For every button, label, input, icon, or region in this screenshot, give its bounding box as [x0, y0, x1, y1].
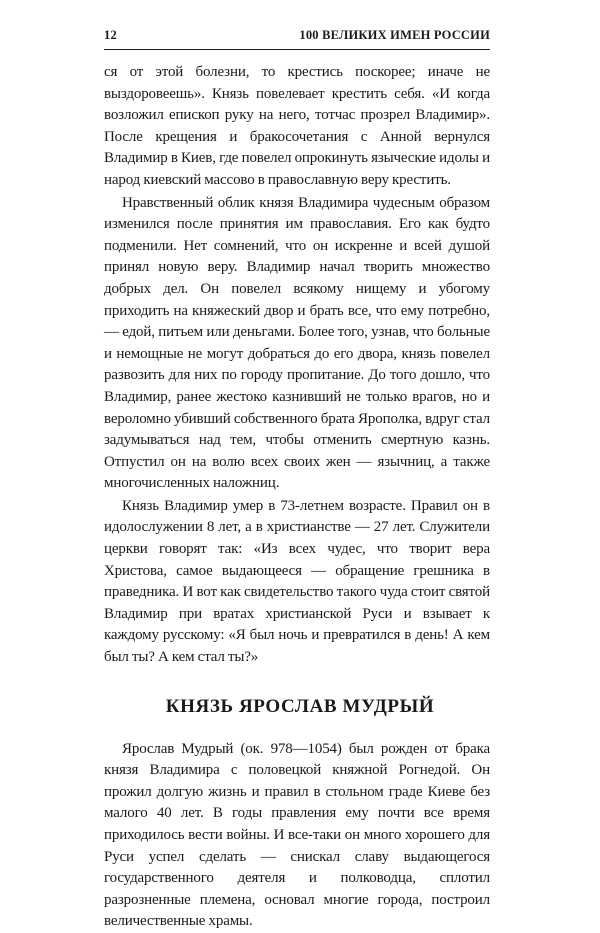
- paragraph-yaroslav-intro: Ярослав Мудрый (ок. 978—1054) был рожден от брака князя Владимира с половецкой княжной Рогнедой. Он прожил долгую жизнь и правил в стольном граде Киеве без малого 40 лет. В годы правления ему почти все время приходилось вести войны. И все-таки он много хорошего для Руси успел сделать — снискал славу выдающегося государственного деятеля и полководца, сплотил разрозненные племена, основал многие города, построил величественные храмы.: [104, 740, 490, 930]
- running-head: [104, 28, 490, 50]
- section-heading: КНЯЗЬ ЯРОСЛАВ МУДРЫЙ: [165, 695, 435, 717]
- book-title: 100 ВЕЛИКИХ ИМЕН РОССИИ: [299, 28, 490, 42]
- paragraph-death-of-vladimir: Князь Владимир умер в 73-летнем возрасте. Правил он в идолослужении 8 лет, а в христианстве — 27 лет. Служители церкви говорят так: «Из всех чудес, что творит вера Христова, самое выдающееся — обращение грешника в праведника. И вот как свидетельство такого чуда стоит святой Владимир при вратах христианской Руси и взывает к каждому русскому: «Я был ночь и превратился в день! А кем был ты? А кем стал ты?»: [104, 497, 490, 666]
- book-page: [104, 28, 490, 933]
- body-text: [104, 62, 490, 933]
- paragraph-continuation: ся от этой болезни, то крестись поскорее; иначе не выздоровеешь». Князь повелевает крестить себя. «И когда возложил епископ руку на него, тотчас прозрел Владимир». После крещения и бракосочетания с Анной вернулся Владимир в Киев, где повелел опрокинуть языческие идолы и народ киевский массово в православную веру крестить.: [104, 64, 490, 188]
- page-number: 12: [104, 28, 117, 42]
- paragraph-moral-change: Нравственный облик князя Владимира чудесным образом изменился после принятия им православия. Его как будто подменили. Нет сомнений, что он искренне и всей душой принял новую веру. Владимир начал творить множество добрых дел. Он повелел всякому нищему и убогому приходить на княжеский двор и брать все, что ему потребно, — едой, питьем или деньгами. Более того, узнав, что больные и немощные не могут добраться до его двора, князь повелел развозить для них по городу пропитание. До того дошло, что Владимир, ранее жестоко казнивший не только врагов, но и вероломно убивший собственного брата Ярополка, вдруг стал задумываться над тем, чтобы отменить смертную казнь. Отпустил он на волю всех своих жен — язычниц, а также многочисленных наложниц.: [104, 194, 490, 492]
